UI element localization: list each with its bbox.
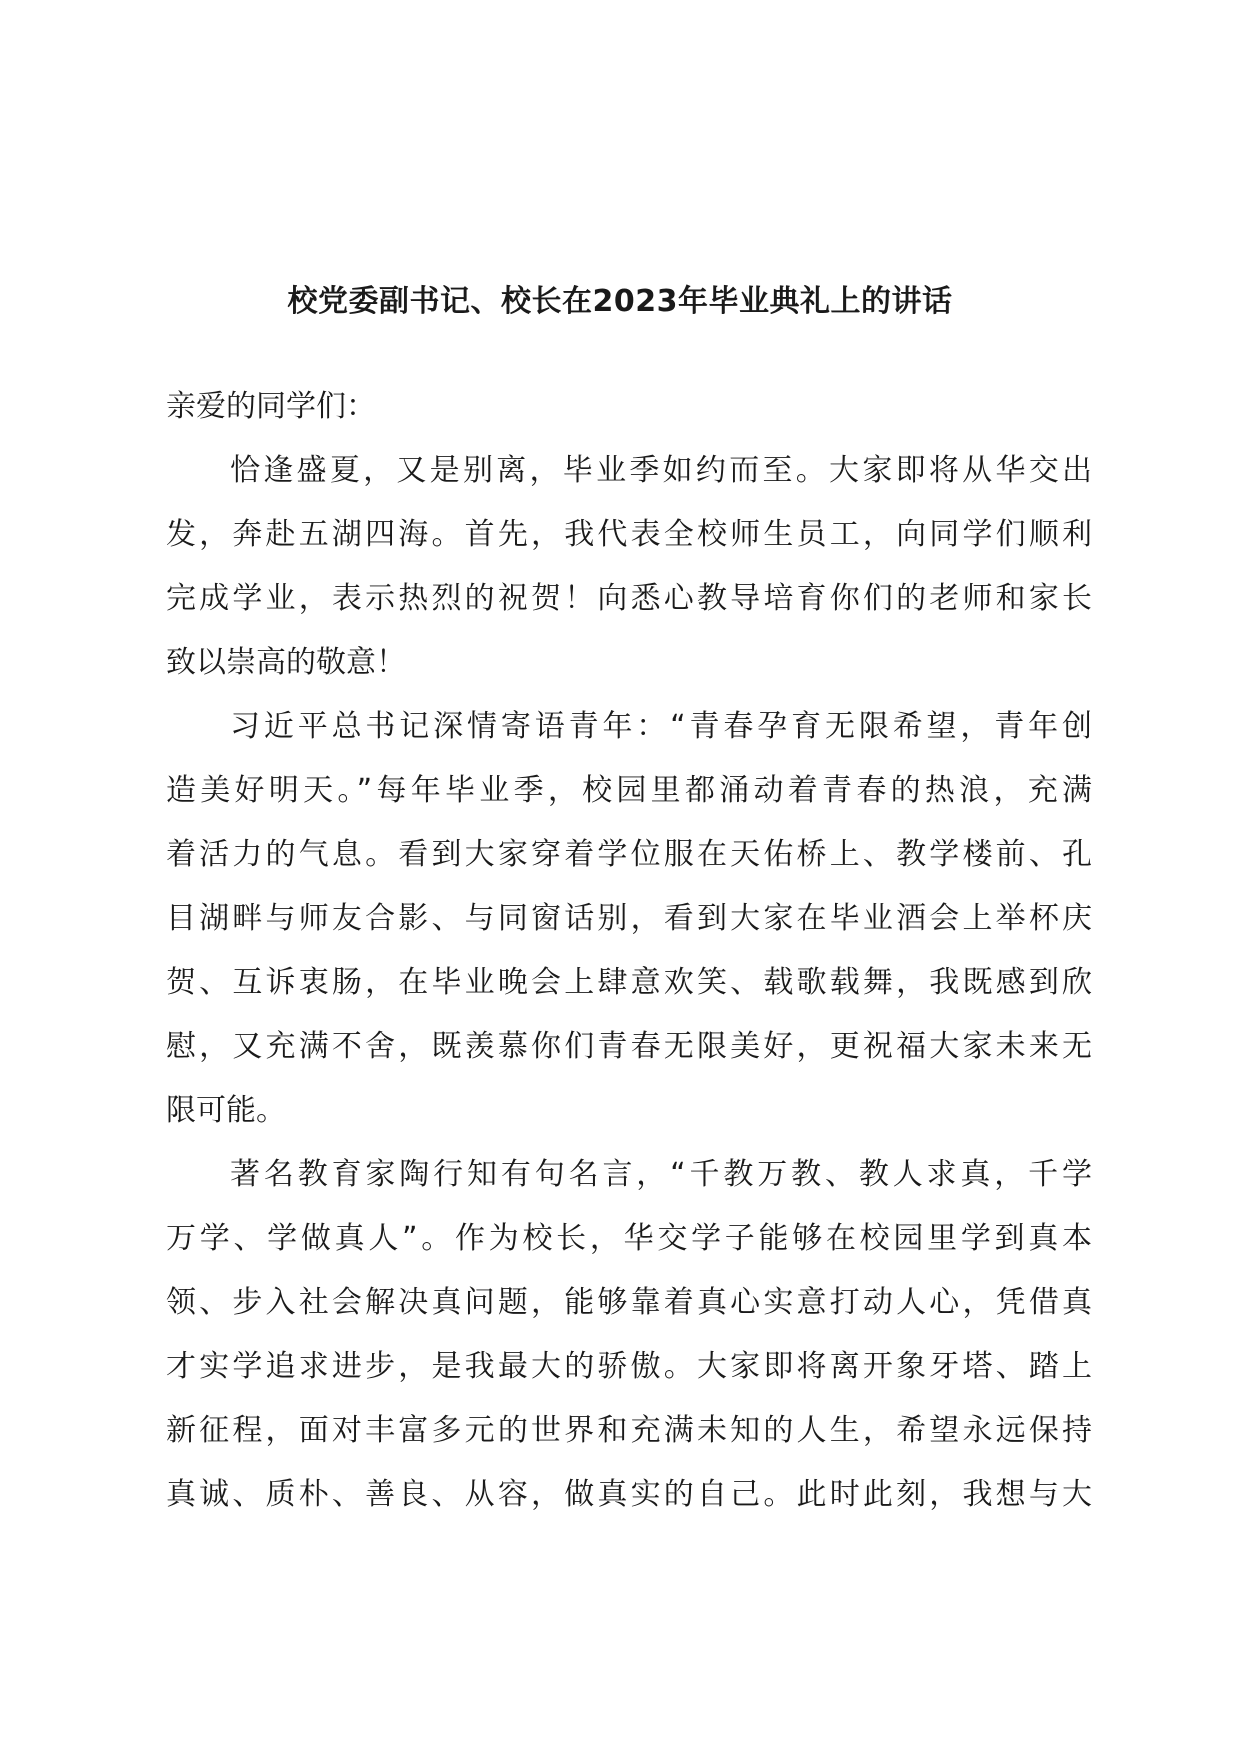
paragraph-2-line-4: 目湖畔与师友合影、与同窗话别，看到大家在毕业酒会上举杯庆 <box>166 901 1092 936</box>
paragraph-2-line-2: 造美好明天。”每年毕业季，校园里都涌动着青春的热浪，充满 <box>166 773 1092 808</box>
document-body <box>166 375 1092 1527</box>
salutation: 亲爱的同学们： <box>166 389 376 424</box>
paragraph-3-line-2: 万学、学做真人”。作为校长，华交学子能够在校园里学到真本 <box>166 1221 1092 1256</box>
paragraph-3-line-1: 著名教育家陶行知有句名言，“千教万教、教人求真，千学 <box>230 1157 1092 1192</box>
paragraph-2-line-1: 习近平总书记深情寄语青年：“青春孕育无限希望，青年创 <box>230 709 1092 744</box>
paragraph-2 <box>166 695 1092 1143</box>
paragraph-3-line-6: 真诚、质朴、善良、从容，做真实的自己。此时此刻，我想与大 <box>166 1477 1092 1512</box>
paragraph-2-line-5: 贺、互诉衷肠，在毕业晚会上肆意欢笑、载歌载舞，我既感到欣 <box>166 965 1092 1000</box>
document-title: 校党委副书记、校长在2023年毕业典礼上的讲话 <box>287 284 953 319</box>
paragraph-3-line-4: 才实学追求进步，是我最大的骄傲。大家即将离开象牙塔、踏上 <box>166 1349 1092 1384</box>
paragraph-1-line-4: 致以崇高的敬意！ <box>166 645 406 680</box>
paragraph-2-line-6: 慰，又充满不舍，既羡慕你们青春无限美好，更祝福大家未来无 <box>166 1029 1092 1064</box>
paragraph-3-line-3: 领、步入社会解决真问题，能够靠着真心实意打动人心，凭借真 <box>166 1285 1092 1320</box>
paragraph-1-line-1: 恰逢盛夏，又是别离，毕业季如约而至。大家即将从华交出 <box>230 453 1092 488</box>
paragraph-3 <box>166 1143 1092 1527</box>
paragraph-2-line-3: 着活力的气息。看到大家穿着学位服在天佑桥上、教学楼前、孔 <box>166 837 1092 872</box>
paragraph-1-line-2: 发，奔赴五湖四海。首先，我代表全校师生员工，向同学们顺利 <box>166 517 1092 552</box>
paragraph-1 <box>166 439 1092 695</box>
paragraph-2-line-7: 限可能。 <box>166 1093 286 1128</box>
paragraph-3-line-5: 新征程，面对丰富多元的世界和充满未知的人生，希望永远保持 <box>166 1413 1092 1448</box>
paragraph-1-line-3: 完成学业，表示热烈的祝贺！向悉心教导培育你们的老师和家长 <box>166 581 1092 616</box>
